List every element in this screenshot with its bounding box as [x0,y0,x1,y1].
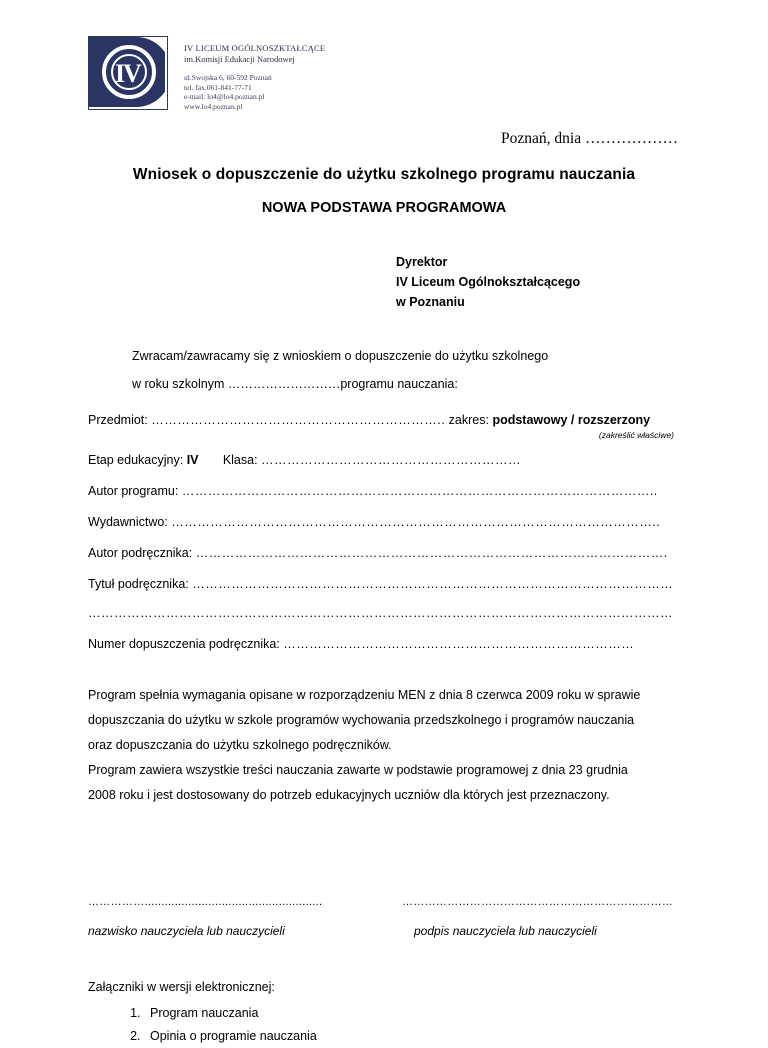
school-website: www.lo4.poznan.pl [184,101,243,111]
subject-input[interactable]: ………………………………………………………….. [151,413,446,427]
document-title: Wniosek o dopuszczenie do użytku szkolnego programu nauczania [132,166,636,183]
school-logo [88,36,168,110]
logo-iv-icon [89,37,165,107]
field-program-author-row [88,483,680,500]
publisher-input[interactable]: ………………………………………………………………………………………………….. [171,515,661,529]
intro-line-1: Zwracam/zawracamy się z wnioskiem o dopuszczenie do użytku szkolnego [132,349,549,363]
approval-number-label: Numer dopuszczenia podręcznika: [88,637,280,651]
field-publisher-row [88,514,680,531]
program-author-input[interactable]: ……………………………………………………………………………………………….. [181,484,658,498]
signature-signature-caption: podpis nauczyciela lub nauczycieli [414,924,597,938]
signature-name-line[interactable]: ……………..................................................... [88,896,323,908]
school-address-street: ul.Swojska 6, 60-592 Poznań [184,73,272,82]
list-item: 1. Program nauczania [144,1002,680,1025]
scope-value[interactable]: podstawowy / rozszerzony [492,413,651,427]
addressee-line-3: w Poznaniu [396,295,465,309]
intro-line-2-suffix: programu nauczania: [340,377,458,391]
signature-signature-line[interactable]: ……………………………………………………………… [402,896,674,908]
field-stage-row [88,452,680,469]
school-name-line1: IV LICEUM OGÓLNOSZKTAŁCĄCE [184,43,326,53]
signature-name-block [88,896,366,938]
field-subject-row [88,412,680,429]
class-label: Klasa: [222,453,258,467]
declaration-p1-line-2: dopuszczania do użytku w szkole programów wychowania przedszkolnego i programów nauczania [88,713,635,727]
addressee-line-2: IV Liceum Ogólnokształcącego [396,275,581,289]
letterhead-text [184,36,325,111]
book-title-label: Tytuł podręcznika: [88,577,189,591]
attachments-list [88,1002,680,1048]
declaration-p2-line-1: Program zawiera wszystkie treści nauczania zawarte w podstawie programowej z dnia 23 grudnia [88,763,628,777]
date-line: Poznań, dnia ……………… [501,130,678,147]
publisher-label: Wydawnictwo: [88,515,168,529]
intro-block [132,342,680,398]
book-author-input[interactable]: ………………………………………………………………………………………………. [195,546,668,560]
stage-label: Etap edukacyjny: [88,453,184,467]
attachments-title: Załączniki w wersji elektronicznej: [88,980,275,994]
school-year-field[interactable]: w roku szkolnym ……………………… [132,377,341,391]
declaration-paragraph-1 [88,683,680,758]
declaration-paragraph-2 [88,758,680,808]
scope-label: zakres: [448,413,489,427]
stage-value: IV [186,453,199,467]
letterhead [88,36,680,114]
school-phone: tel. fax.061-841-77-71 [184,82,252,92]
signature-area [88,896,680,938]
signature-name-caption: nazwisko nauczyciela lub nauczycieli [88,924,285,938]
addressee-line-1: Dyrektor [396,255,448,269]
class-input[interactable]: …………………………………………………… [261,453,522,467]
field-book-author-row [88,545,680,562]
intro-line-2 [132,370,680,398]
document-content [88,36,680,1048]
declaration-p1-line-3: oraz dopuszczania do użytku szkolnego podręczników. [88,738,392,752]
svg-text:V: V [123,59,142,88]
addressee-block [396,252,680,312]
scope-note: (zakreślić właściwe) [598,430,674,440]
document-subtitle: NOWA PODSTAWA PROGRAMOWA [261,200,507,216]
list-item: 2. Opinia o programie nauczania [144,1025,680,1048]
school-email: e-mail: lo4@lo4.poznan.pl [184,92,265,101]
signature-signature-block [402,896,680,938]
declaration-p1-line-1: Program spełnia wymagania opisane w rozporządzeniu MEN z dnia 8 czerwca 2009 roku w sprawie [88,688,641,702]
book-author-label: Autor podręcznika: [88,546,193,560]
declaration-p2-line-2: 2008 roku i jest dostosowany do potrzeb edukacyjnych uczniów dla których jest przeznaczony. [88,788,610,802]
approval-number-input[interactable]: ……………………………………………………………………… [283,637,635,651]
school-name-line2: im.Komisji Edukacji Narodowej [184,54,295,64]
book-title-input[interactable]: ………………………………………………………………………………………………… [192,577,674,591]
subject-label: Przedmiot: [88,413,148,427]
field-book-title-row [88,576,680,593]
book-title-continuation-input[interactable]: ……………………………………………………………………………………………………………………… [88,606,673,620]
program-author-label: Autor programu: [88,484,179,498]
svg-text:I: I [115,59,126,88]
field-approval-number-row [88,636,680,653]
